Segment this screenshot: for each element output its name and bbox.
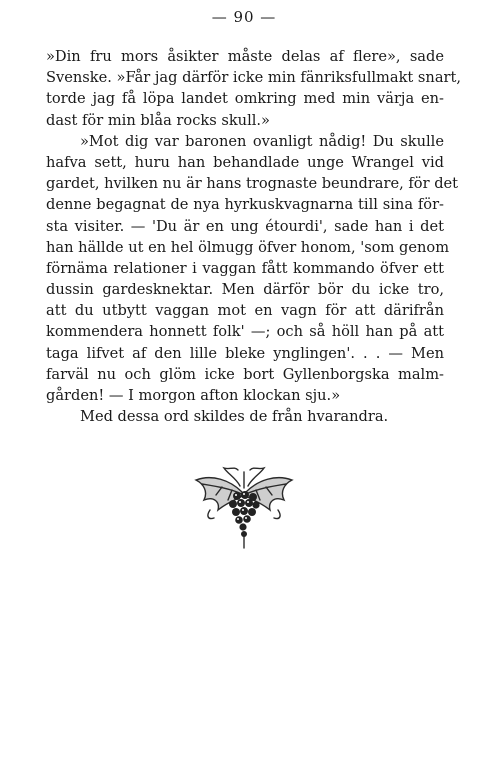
text-line: »Mot dig var baronen ovanligt nådig! Du skulle (80, 132, 444, 150)
text-line: farväl nu och glöm icke bort Gyllenborgska malm- (46, 365, 444, 383)
text-line: han hällde ut en hel ölmugg öfver honom, 'som genom (46, 238, 450, 256)
text-line: Med dessa ord skildes de från hvarandra. (80, 408, 389, 426)
body-text (46, 46, 462, 427)
text-line: Svenske. »Får jag därför icke min fänriksfullmakt snart, (46, 69, 462, 87)
text-line: dast för min blåa rocks skull.» (46, 111, 270, 129)
text-line: gården! — I morgon afton klockan sju.» (46, 387, 341, 404)
text-line: gardet, hvilken nu är hans trognaste beundrare, för det (46, 175, 459, 193)
text-line: kommendera honnett folk' —; och så höll han på att (46, 323, 444, 341)
text-line: »Din fru mors åsikter måste delas af flere», sade (46, 48, 444, 65)
text-line: att du utbytt vaggan mot en vagn för att därifrån (46, 302, 444, 320)
page-number: — 90 — (211, 8, 277, 26)
grape-vine-ornament-icon (190, 462, 298, 552)
text-line: hafva sett, huru han behandlade unge Wrangel vid (46, 153, 444, 171)
text-line: taga lifvet af den lille bleke ynglingen'. . . — Men (46, 344, 444, 362)
text-line: förnäma relationer i vaggan fått kommando öfver ett (46, 259, 444, 277)
text-line: sta visiter. — 'Du är en ung étourdi', sade han i det (46, 217, 444, 235)
text-line: torde jag få löpa landet omkring med min värja en- (46, 90, 444, 108)
text-line: denne begagnat de nya hyrkuskvagnarna till sina för- (46, 196, 444, 214)
text-line: dussin gardesknektar. Men därför bör du icke tro, (46, 281, 444, 299)
